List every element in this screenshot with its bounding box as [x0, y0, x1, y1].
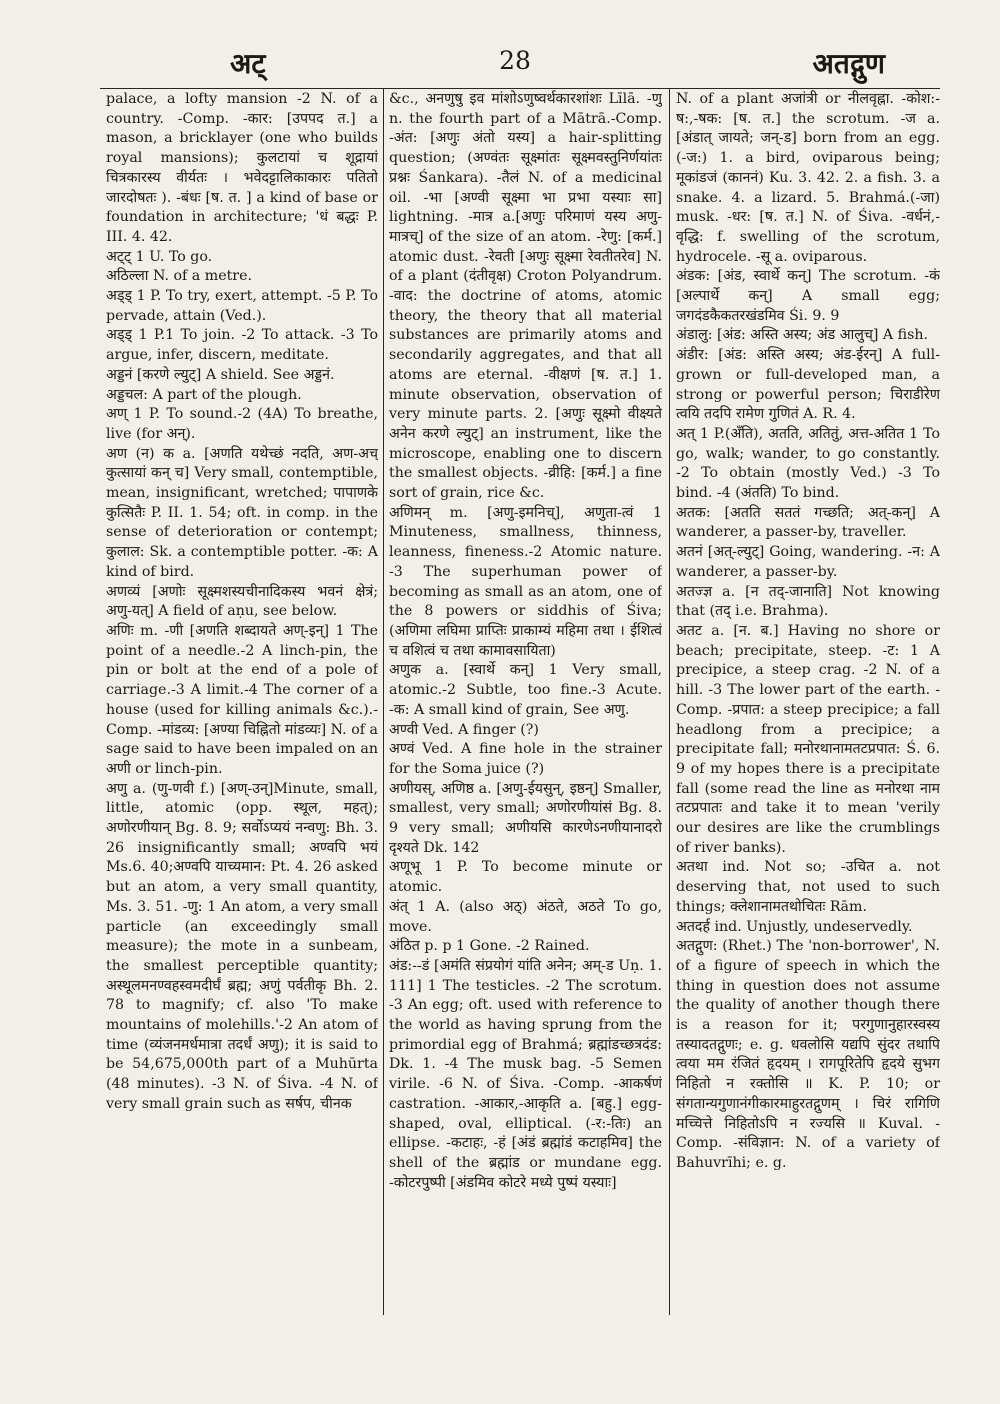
dictionary-entry: अतथा ind. Not so; -उचित a. not deserving that, not used to such things; क्लेशानामतथोचितः Rām.	[676, 859, 940, 915]
column-divider	[669, 88, 670, 1315]
dictionary-entry: अतक: [अतति सततं गच्छति; अत्-कन्] A wanderer, a passer-by, traveller.	[676, 504, 940, 541]
dictionary-entry: अंठित p. p 1 Gone. -2 Rained.	[389, 938, 590, 955]
dictionary-entry: अड्डनं [करणे ल्युट्] A shield. See अड्डनं.	[106, 366, 335, 383]
dictionary-entry: अंड:--डं [अमंति संप्रयोगं यांति अनेन; अम्-ड Uṇ. 1. 111] 1 The testicles. -2 The scrotum. -3 An egg; oft. used with reference to the world as having sprung from the primordial egg of Brahmá; ब्रह्मांडच्छत्रदंड: Dk. 1. -4 The musk bag. -5 Semen virile. -6 N. of Śiva. -Comp. -आकर्षणं castration. -आकार,-आकृति a. [बहु.] egg-shaped, oval, elliptical. (-र:-तिः) an ellipse. -कटाहः, -हं [अंडं ब्रह्मांडं कटाहमिव] the shell of the ब्रह्मांड or mundane egg. -कोटरपुष्पी [अंडमिव कोटरे मध्ये पुष्पं यस्याः]	[389, 957, 662, 1191]
dictionary-entry: अणव्यं [अणोः सूक्ष्मशस्यचीनादिकस्य भवनं क्षेत्रं; अणु-यत्] A field of aṇu, see below.	[106, 583, 378, 620]
column-3	[676, 90, 940, 1315]
dictionary-entry: अतज्ज्ञ a. [न तद्-जानाति] Not knowing that (तद् i.e. Brahma).	[676, 583, 940, 620]
dictionary-entry: अण्वं Ved. A fine hole in the strainer for the Soma juice (?)	[389, 741, 662, 777]
dictionary-entry: अड्ड् 1 P. To try, exert, attempt. -5 P. To pervade, attain (Ved.).	[106, 288, 378, 324]
dictionary-entry: अणीयस्, अणिष्ठ a. [अणु-ईयसुन्, इष्ठन्] Smaller, smallest, very small; अणोरणीयांसं Bg. 8. 9 very small; अणीयसि कारणेऽनणीयानादरो दृश्यते Dk. 142	[389, 780, 662, 856]
column-divider	[383, 88, 384, 1315]
dictionary-entry: अंडक: [अंड, स्वार्थे कन्] The scrotum. -कं [अल्पार्थे कन्] A small egg; जगदंडकैकतरखंडमिव Śi. 9. 9	[676, 268, 940, 324]
dictionary-entry: अत् 1 P.(अँति), अतति, अतितुं, अत्त-अतित 1 To go, walk; wander, to go constantly. -2 To obtain (mostly Ved.) -3 To bind. -4 (अंतति) To bind.	[676, 425, 940, 502]
column-2	[389, 90, 662, 1315]
dictionary-entry: अणिमन् m. [अणु-इमनिच्], अणुता-त्वं 1 Minuteness, smallness, thinness, leanness, fineness.-2 Atomic nature. -3 The superhuman power of becoming as small as an atom, one of the 8 powers or siddhis of Śiva; (अणिमा लघिमा प्राप्तिः प्राकाम्यं महिमा तथा । ईशित्वं च वशित्वं च तथा कामावसायिता)	[389, 504, 662, 659]
dictionary-entry: अट्ट् 1 U. To go.	[106, 248, 213, 265]
dictionary-entry: अणूभू 1 P. To become minute or atomic.	[389, 859, 662, 896]
header-guide-word-left: अट्	[230, 47, 266, 80]
dictionary-entry: अठिल्ला N. of a metre.	[106, 268, 252, 285]
dictionary-entry: अण् 1 P. To sound.-2 (4A) To breathe, live (for अन्).	[106, 406, 378, 442]
dictionary-entry: अंडालु: [अंड: अस्ति अस्य; अंड आलुच्] A fish.	[676, 327, 929, 344]
dictionary-entry: अंत् 1 A. (also अठ्) अंठते, अठते To go, move.	[389, 898, 662, 935]
dictionary-entry: अणुक a. [स्वार्थे कन्] 1 Very small, atomic.-2 Subtle, too fine.-3 Acute. -क: A small kind of grain, See अणु.	[389, 662, 662, 718]
dictionary-entry: N. of a plant अजांत्री or नीलवृह्ना. -कोश:-ष:,-षक: [ष. त.] the scrotum. -ज a. [अंडात् जायते; जन्-ड] born from an egg. (-ज:) 1. a bird, oviparous being; मूकांडजं (काननं) Ku. 3. 42. 2. a fish. 3. a snake. 4. a lizard. 5. Brahmá.(-जा) musk. -धर: [ष. त.] N. of Śiva. -वर्धनं,-वृद्धि: f. swelling of the scrotum, hydrocele. -सू a. oviparous.	[676, 91, 940, 265]
header-guide-word-right: अतद्गुण	[812, 47, 885, 80]
page-header	[100, 38, 930, 82]
dictionary-entry: अतट a. [न. ब.] Having no shore or beach; precipitate, steep. -ट: 1 A precipice, a steep crag. -2 N. of a hill. -3 The lower part of the earth. -Comp. -प्रपात: a steep precipice; a fall headlong from a precipice; a precipitate fall; मनोरथानामतटप्रपात: Ś. 6. 9 of my hopes there is a precipitate fall (some read the line as मनोरथा नाम तटप्रपातः and take it to mean 'verily our desires are like the crumblings of river banks).	[676, 622, 940, 856]
column-1	[106, 90, 378, 1315]
dictionary-entry: अंडीर: [अंड: अस्ति अस्य; अंड-ईरन्] A full-grown or full-developed man, a strong or powerful person; चिराडीरेण त्वयि तदपि रामेण गुणितं A. R. 4.	[676, 347, 940, 423]
dictionary-entry: अण्वी Ved. A finger (?)	[389, 721, 539, 738]
dictionary-entry: अण (न) क a. [अणति यथेच्छं नदति, अण-अच् कुत्सायां कन् च] Very small, contemptible, mean, insignificant, wretched; पापाणके कुत्सितैः P. II. 1. 54; oft. in comp. in the sense of deterioration or contempt; कुलाल: Sk. a contemptible potter. -क: A kind of bird.	[106, 445, 378, 580]
dictionary-entry: palace, a lofty mansion -2 N. of a country. -Comp. -कार: [उपपद त.] a mason, a bricklayer (one who builds royal mansions); कुलटायां च शूद्रायां चित्रकारस्य वीर्यतः । भवेदट्टालिकाकारः पतितो जारदोषतः ). -बंधः [ष. त. ] a kind of base or foundation in architecture; 'धं बद्धः P. III. 4. 42.	[106, 91, 378, 245]
dictionary-entry: &c., अनणुषु इव मांशोऽणुष्वर्थकारशांशः Līlā. -णु n. the fourth part of a Mātrā.-Comp. -अंत: [अणुः अंतो यस्य] a hair-splitting question; (अण्वंतः सूक्ष्मांतः सूक्ष्मवस्तुनिर्णयांतः प्रश्नः Śankara). -तैलं N. of a medicinal oil. -भा [अण्वी सूक्ष्मा भा प्रभा यस्याः सा] lightning. -मात्र a.[अणुः परिमाणं यस्य अणु-मात्रच्] of the size of an atom. -रेणु: [कर्म.] atomic dust. -रेवती [अणुः सूक्ष्मा रेवतीतरेव] N. of a plant (दंतीवृक्ष) Croton Polyandrum. -वाद: the doctrine of atoms, atomic theory, the theory that all material substances are primarily atoms and secondarily aggregates, and that all atoms are eternal. -वीक्षणं [ष. त.] 1. minute observation, observation of very minute parts. 2. [अणुः सूक्ष्मो वीक्ष्यते अनेन करणे ल्युट्] an instrument, like the microscope, enabling one to discern the smallest objects. -व्रीहि: [कर्म.] a fine sort of grain, rice &c.	[389, 91, 662, 502]
dictionary-entry: अतनं [अत्-ल्युट्] Going, wandering. -न: A wanderer, a passer-by.	[676, 544, 940, 580]
header-rule	[100, 88, 940, 89]
page-number: 28	[499, 46, 531, 75]
dictionary-entry: अड्डचल: A part of the plough.	[106, 386, 302, 403]
dictionary-entry: अणिः m. -णी [अणति शब्दायते अण्-इन्] 1 The point of a needle.-2 A linch-pin, the pin or bolt at the end of a pole of carriage.-3 A limit.-4 The corner of a house (used for killing animals &c.).-Comp. -मांडव्य: [अण्या चिह्नितो मांडव्यः] N. of a sage said to have been impaled on an अणी or linch-pin.	[106, 622, 378, 777]
dictionary-entry: अतद्गुण: (Rhet.) The 'non-borrower', N. of a figure of speech in which the thing in question does not assume the quality of another though there is a reason for it; परगुणानुहारस्वस्य तस्यादतद्गुणः; e. g. धवलोसि यद्यपि सुंदर तथापि त्वया मम रंजितं हृदयम् । रागपूरितेपि हृदये सुभग निहितो न रक्तोसि ॥ K. P. 10; or संगतान्यगुणानंगीकारमाहुरतद्गुणम् । चिरं रागिणि मच्चित्ते निहितोऽपि न रज्यसि ॥ Kuval. -Comp. -संविज्ञान: N. of a variety of Bahuvrīhi; e. g.	[676, 938, 940, 1171]
dictionary-entry: अतदर्ह ind. Unjustly, undeservedly.	[676, 918, 913, 935]
dictionary-entry: अणु a. (णु-णवी f.) [अण्-उन्]Minute, small, little, atomic (opp. स्थूल, महत्); अणोरणीयान् Bg. 8. 9; सर्वोऽप्ययं नन्वणु: Bh. 3. 26 insignificantly small; अण्वपि भयं Ms.6. 40;अण्वपि याच्यमान: Pt. 4. 26 asked but an atom, a very small quantity, Ms. 3. 51. -णु: 1 An atom, a very small particle (an exceedingly small measure); the mote in a sunbeam, the smallest perceptible quantity; अस्थूलमनण्वहस्वमदीर्घं ब्रह्म; अणुं पर्वतीकृ Bh. 2. 78 to magnify; cf. also 'To make mountains of molehills.'-2 An atom of time (व्यंजनमर्धमात्रा तदर्धं अणु); it is said to be 54,675,000th part of a Muhūrta (48 minutes). -3 N. of Śiva. -4 N. of very small grain such as सर्षप, चीनक	[106, 780, 378, 1112]
dictionary-entry: अड्ड् 1 P.1 To join. -2 To attack. -3 To argue, infer, discern, meditate.	[106, 327, 378, 364]
